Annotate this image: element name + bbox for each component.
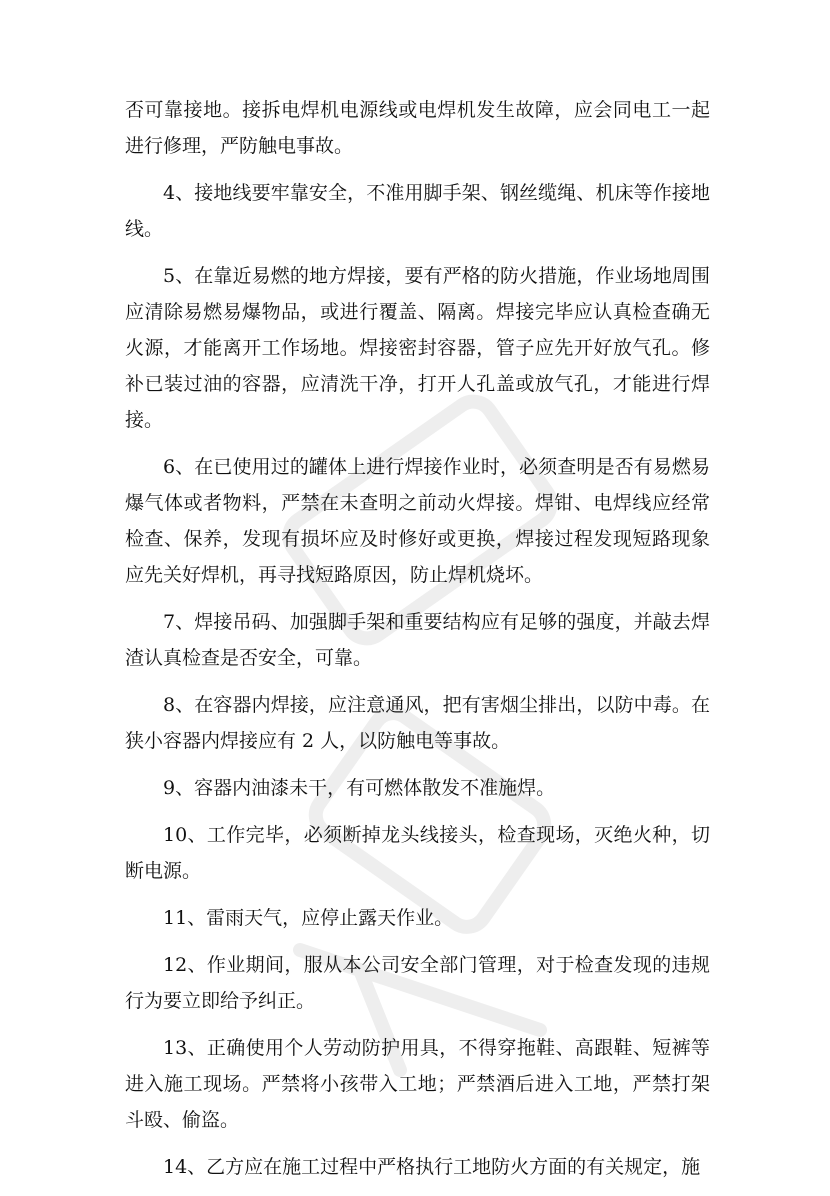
document-body [125, 92, 710, 1196]
paragraph-item-10: 10、工作完毕，必须断掉龙头线接头，检查现场，灭绝火种，切断电源。 [125, 824, 710, 882]
paragraph-continuation: 否可靠接地。接拆电焊机电源线或电焊机发生故障，应会同电工一起进行修理，严防触电事故。 [125, 99, 710, 157]
paragraph-item-6: 6、在已使用过的罐体上进行焊接作业时，必须查明是否有易燃易爆气体或者物料，严禁在未查明之前动火焊接。焊钳、电焊线应经常检查、保养，发现有损坏应及时修好或更换，焊接过程发现短路现象应先关好焊机，再寻找短路原因，防止焊机烧坏。 [125, 456, 710, 586]
paragraph-item-11: 11、雷雨天气，应停止露天作业。 [163, 907, 454, 929]
paragraph-item-5: 5、在靠近易燃的地方焊接，要有严格的防火措施，作业场地周围应清除易燃易爆物品，或进行覆盖、隔离。焊接完毕应认真检查确无火源，才能离开工作场地。焊接密封容器，管子应先开好放气孔。修补已装过油的容器，应清洗干净，打开人孔盖或放气孔，才能进行焊接。 [125, 265, 710, 431]
paragraph-item-13: 13、正确使用个人劳动防护用具，不得穿拖鞋、高跟鞋、短裤等进入施工现场。严禁将小孩带入工地；严禁酒后进入工地，严禁打架斗殴、偷盗。 [125, 1037, 710, 1131]
paragraph-item-9: 9、容器内油漆未干，有可燃体散发不准施焊。 [163, 777, 556, 799]
paragraph-item-7: 7、焊接吊码、加强脚手架和重要结构应有足够的强度，并敲去焊渣认真检查是否安全，可靠。 [125, 611, 710, 669]
paragraph-item-14: 14、乙方应在施工过程中严格执行工地防火方面的有关规定，施 [163, 1156, 701, 1178]
paragraph-item-4: 4、接地线要牢靠安全，不准用脚手架、钢丝缆绳、机床等作接地线。 [125, 182, 710, 240]
paragraph-item-8: 8、在容器内焊接，应注意通风，把有害烟尘排出，以防中毒。在狭小容器内焊接应有 2 人，以防触电等事故。 [125, 694, 710, 752]
paragraph-item-12: 12、作业期间，服从本公司安全部门管理，对于检查发现的违规行为要立即给予纠正。 [125, 954, 710, 1012]
